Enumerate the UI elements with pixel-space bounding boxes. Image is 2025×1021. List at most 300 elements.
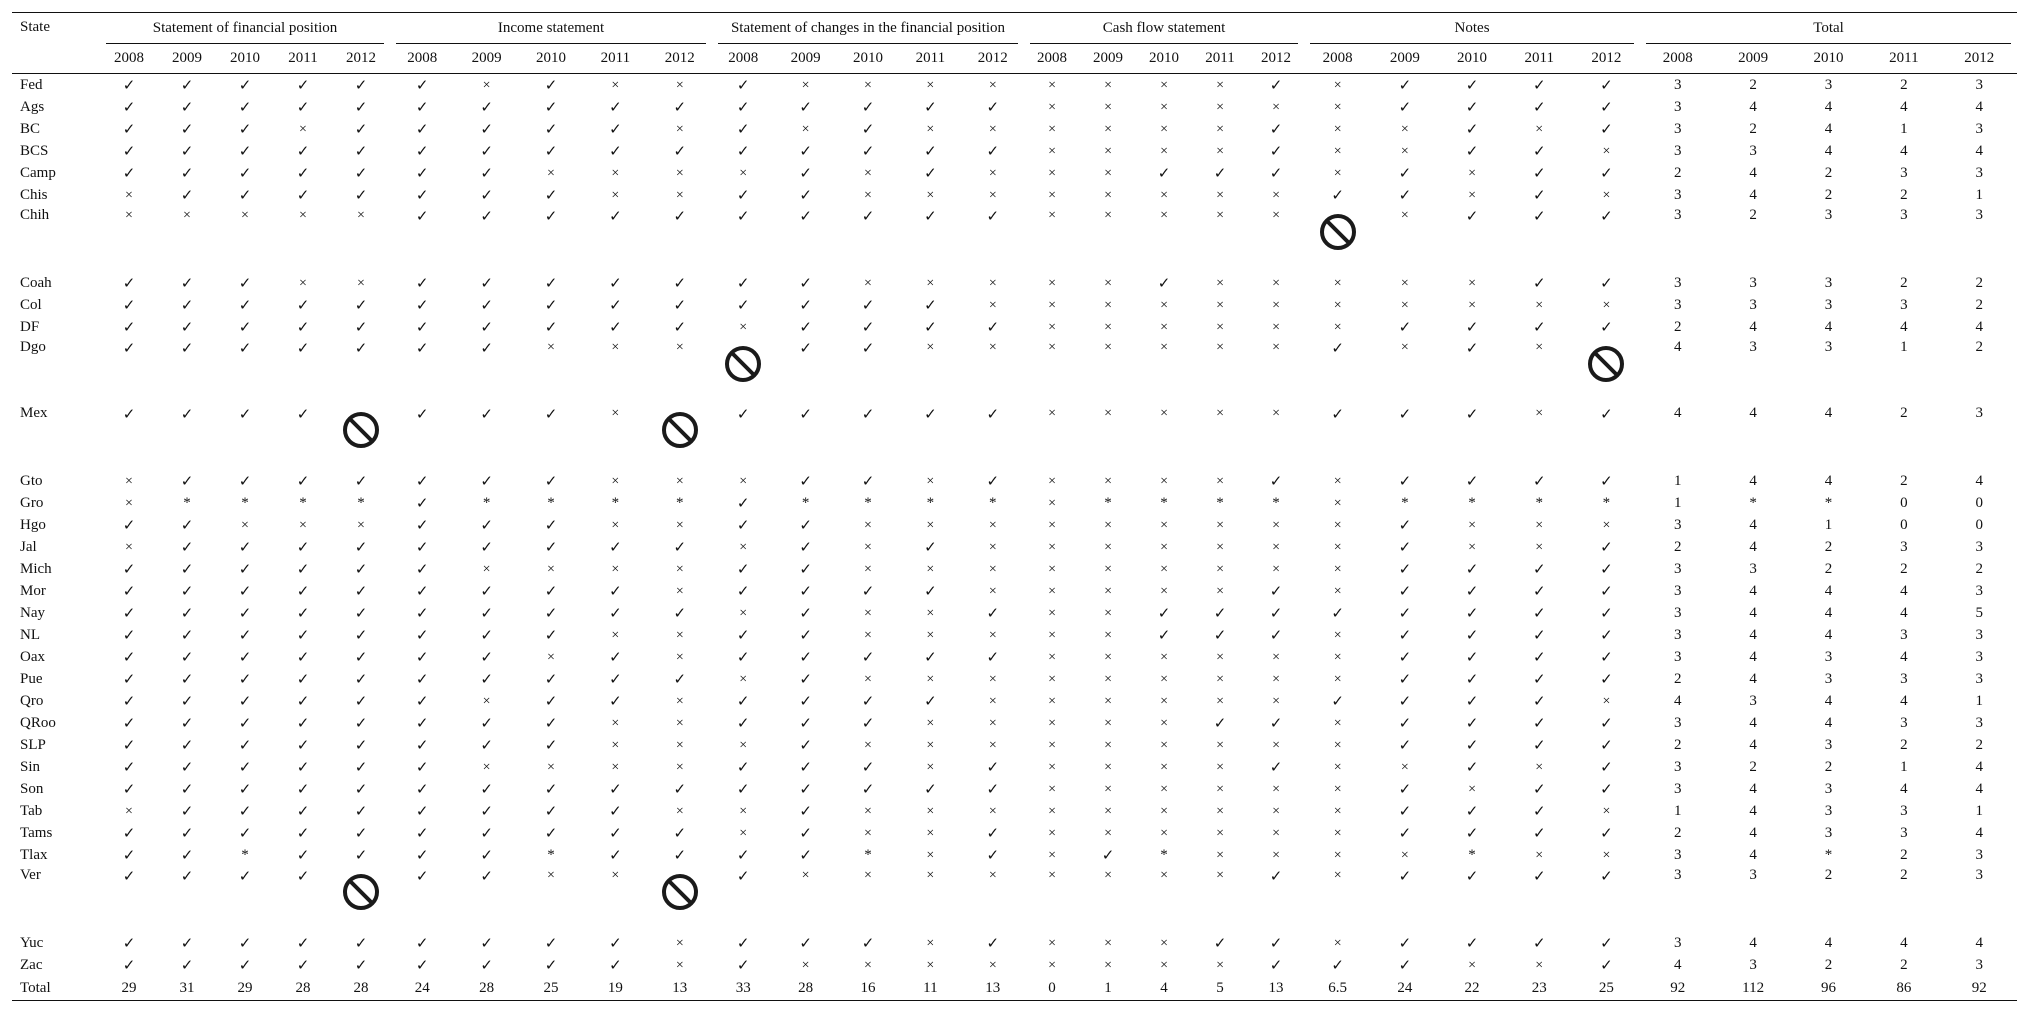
indicator-cell — [1371, 316, 1438, 338]
check-mark: ✓ — [1600, 759, 1613, 776]
state-name-cell: Yuc — [20, 934, 44, 951]
indicator-cell — [332, 822, 390, 844]
check-mark: ✓ — [122, 935, 136, 952]
indicator-cell — [100, 712, 158, 734]
cross-mark: × — [864, 957, 872, 973]
indicator-cell — [454, 932, 518, 954]
total-score-cell: 4 — [1900, 780, 1908, 797]
indicator-cell — [1371, 734, 1438, 756]
indicator-cell — [454, 338, 518, 404]
indicator-cell — [1080, 690, 1136, 712]
indicator-cell — [332, 646, 390, 668]
cross-mark: × — [1216, 340, 1224, 355]
check-mark: ✓ — [924, 583, 937, 600]
total-value-cell: 16 — [837, 976, 899, 1001]
total-score-cell: 2 — [1900, 867, 1908, 883]
check-mark: ✓ — [354, 165, 368, 182]
asterisk-mark: * — [926, 494, 935, 511]
cross-mark: × — [739, 539, 748, 555]
indicator-cell — [899, 184, 961, 206]
check-mark: ✓ — [180, 539, 194, 556]
total-score-cell: 3 — [1975, 846, 1984, 863]
cross-mark: × — [611, 517, 620, 533]
check-mark: ✓ — [986, 759, 1000, 776]
check-mark: ✓ — [924, 693, 937, 710]
indicator-cell — [648, 668, 712, 690]
check-mark: ✓ — [986, 847, 1000, 864]
check-mark: ✓ — [480, 605, 493, 622]
check-mark: ✓ — [415, 539, 429, 556]
total-score-cell: 2 — [1824, 186, 1833, 203]
indicator-cell — [837, 778, 899, 800]
check-mark: ✓ — [799, 297, 812, 314]
cross-mark: × — [1216, 517, 1224, 533]
indicator-cell — [158, 272, 216, 294]
check-mark: ✓ — [180, 671, 194, 688]
indicator-cell — [1304, 558, 1371, 580]
check-mark: ✓ — [415, 825, 429, 842]
table-row — [12, 140, 2017, 162]
check-mark: ✓ — [609, 583, 622, 600]
check-mark: ✓ — [1398, 319, 1412, 336]
cross-mark: × — [1272, 340, 1280, 355]
check-mark: ✓ — [238, 473, 252, 490]
check-mark: ✓ — [1465, 605, 1479, 622]
total-score-cell: 3 — [1975, 626, 1984, 643]
check-mark: ✓ — [122, 319, 136, 336]
indicator-cell — [962, 602, 1024, 624]
cross-mark: × — [1333, 803, 1342, 819]
indicator-cell — [648, 404, 712, 470]
indicator-cell — [1024, 800, 1080, 822]
check-mark: ✓ — [736, 781, 750, 798]
cross-mark: × — [926, 627, 935, 643]
indicator-cell — [100, 514, 158, 536]
indicator-cell — [1304, 624, 1371, 646]
indicator-cell — [648, 932, 712, 954]
indicator-cell — [837, 602, 899, 624]
check-mark: ✓ — [736, 583, 750, 600]
indicator-cell — [712, 954, 774, 976]
check-mark: ✓ — [1398, 187, 1412, 204]
cross-mark: × — [1160, 406, 1168, 421]
group-header-total: Total — [1640, 13, 2017, 44]
indicator-cell — [583, 470, 647, 492]
indicator-cell — [1024, 140, 1080, 162]
cross-mark: × — [1160, 868, 1168, 883]
cross-mark: × — [547, 868, 555, 883]
state-name-cell: NL — [20, 626, 40, 643]
indicator-cell — [216, 932, 274, 954]
total-score-cell: 3 — [1975, 670, 1984, 687]
indicator-cell — [583, 756, 647, 778]
indicator-cell — [648, 294, 712, 316]
indicator-cell — [774, 712, 836, 734]
cross-mark: × — [183, 208, 191, 223]
check-mark: ✓ — [1398, 99, 1412, 116]
check-mark: ✓ — [480, 407, 493, 423]
indicator-cell — [1192, 954, 1248, 976]
indicator-cell — [216, 470, 274, 492]
check-mark: ✓ — [296, 99, 310, 116]
cross-mark: × — [1535, 340, 1544, 355]
cross-mark: × — [1048, 77, 1056, 93]
indicator-cell — [1192, 778, 1248, 800]
indicator-cell — [583, 800, 647, 822]
total-value-cell: 13 — [962, 976, 1024, 1001]
cross-mark: × — [1048, 340, 1056, 355]
indicator-cell — [648, 580, 712, 602]
indicator-cell — [1371, 272, 1438, 294]
check-mark: ✓ — [1398, 693, 1412, 710]
indicator-cell — [774, 140, 836, 162]
indicator-cell — [899, 668, 961, 690]
indicator-cell — [332, 206, 390, 272]
indicator-cell — [1573, 602, 1640, 624]
indicator-cell — [1438, 558, 1505, 580]
indicator-cell — [962, 96, 1024, 118]
check-mark: ✓ — [861, 583, 875, 600]
cross-mark: × — [1104, 77, 1112, 93]
check-mark: ✓ — [296, 957, 310, 974]
check-mark: ✓ — [354, 935, 368, 952]
indicator-cell — [274, 668, 332, 690]
indicator-cell — [519, 602, 583, 624]
check-mark: ✓ — [480, 935, 493, 952]
state-column-header: State — [20, 19, 50, 35]
check-mark: ✓ — [180, 847, 194, 864]
check-mark: ✓ — [415, 935, 429, 952]
check-mark: ✓ — [415, 803, 429, 820]
indicator-cell — [216, 272, 274, 294]
total-score-cell: 3 — [1673, 207, 1682, 223]
cross-mark: × — [1104, 781, 1112, 797]
check-mark: ✓ — [1532, 671, 1546, 688]
total-value-cell: 25 — [1573, 976, 1640, 1001]
indicator-cell — [519, 514, 583, 536]
indicator-cell — [274, 536, 332, 558]
check-mark: ✓ — [736, 407, 750, 423]
check-mark: ✓ — [924, 99, 937, 116]
asterisk-mark: * — [1749, 494, 1757, 511]
indicator-cell — [1304, 646, 1371, 668]
indicator-cell — [899, 294, 961, 316]
check-mark: ✓ — [480, 473, 493, 490]
indicator-cell — [1506, 866, 1573, 932]
cross-mark: × — [1048, 693, 1056, 709]
indicator-cell — [1506, 470, 1573, 492]
indicator-cell — [648, 536, 712, 558]
cross-mark: × — [1160, 561, 1168, 577]
indicator-cell — [1024, 866, 1080, 932]
check-mark: ✓ — [736, 99, 750, 116]
indicator-cell — [1573, 162, 1640, 184]
cross-mark: × — [1535, 847, 1544, 863]
state-name-cell: Col — [20, 296, 42, 313]
total-score-cell: 3 — [1749, 142, 1757, 159]
indicator-cell — [100, 668, 158, 690]
state-name-cell: Tlax — [20, 846, 48, 863]
table-row — [12, 96, 2017, 118]
indicator-cell — [962, 624, 1024, 646]
check-mark: ✓ — [544, 627, 558, 644]
total-score-cell: 3 — [1824, 780, 1833, 797]
check-mark: ✓ — [1532, 715, 1546, 732]
indicator-cell — [1192, 800, 1248, 822]
check-mark: ✓ — [480, 737, 493, 754]
check-mark: ✓ — [1398, 869, 1412, 885]
indicator-cell — [274, 580, 332, 602]
prohibited-icon — [1319, 213, 1357, 251]
indicator-cell — [332, 162, 390, 184]
check-mark: ✓ — [296, 803, 310, 820]
check-mark: ✓ — [1465, 627, 1479, 644]
cross-mark: × — [1160, 143, 1168, 159]
indicator-cell — [899, 954, 961, 976]
check-mark: ✓ — [180, 605, 194, 622]
indicator-cell — [712, 184, 774, 206]
total-score-cell: 3 — [1673, 626, 1682, 643]
check-mark: ✓ — [480, 143, 493, 160]
total-score-cell: 2 — [1824, 758, 1833, 775]
check-mark: ✓ — [1398, 627, 1412, 644]
total-score-cell: 2 — [1824, 867, 1833, 883]
indicator-cell — [216, 778, 274, 800]
indicator-cell — [962, 140, 1024, 162]
indicator-cell — [962, 778, 1024, 800]
indicator-cell — [648, 492, 712, 514]
state-name-cell: Gto — [20, 472, 43, 489]
indicator-cell — [1573, 668, 1640, 690]
indicator-cell — [1192, 580, 1248, 602]
indicator-cell — [837, 536, 899, 558]
cross-mark: × — [675, 737, 684, 753]
indicator-cell — [274, 602, 332, 624]
total-value-cell: 22 — [1438, 976, 1505, 1001]
total-score-cell: 3 — [1673, 714, 1682, 731]
check-mark: ✓ — [480, 671, 493, 688]
cross-mark: × — [1160, 121, 1168, 137]
indicator-cell — [1573, 404, 1640, 470]
total-score-cell: 3 — [1749, 867, 1757, 883]
total-score-cell: 3 — [1975, 582, 1984, 599]
indicator-cell — [100, 778, 158, 800]
indicator-cell — [648, 866, 712, 932]
indicator-cell — [390, 272, 454, 294]
state-name-cell: Son — [20, 780, 44, 797]
indicator-cell — [1573, 294, 1640, 316]
check-mark: ✓ — [544, 737, 558, 754]
indicator-cell — [100, 272, 158, 294]
total-score-cell: 3 — [1673, 648, 1682, 665]
check-mark: ✓ — [238, 671, 252, 688]
check-mark: ✓ — [122, 517, 136, 534]
indicator-cell — [1573, 756, 1640, 778]
total-score-cell: 3 — [1749, 692, 1757, 709]
indicator-cell — [774, 294, 836, 316]
check-mark: ✓ — [924, 407, 937, 423]
cross-mark: × — [926, 605, 935, 621]
indicator-cell — [274, 954, 332, 976]
group-header-income-statement: Income statement — [390, 13, 712, 44]
indicator-cell — [583, 822, 647, 844]
indicator-cell — [454, 624, 518, 646]
indicator-cell — [1506, 932, 1573, 954]
indicator-cell — [899, 800, 961, 822]
total-score-cell: 3 — [1673, 846, 1682, 863]
indicator-cell — [712, 294, 774, 316]
total-score-cell: 0 — [1900, 494, 1908, 511]
cross-mark: × — [1333, 583, 1342, 599]
check-mark: ✓ — [799, 209, 812, 225]
check-mark: ✓ — [1465, 693, 1479, 710]
indicator-cell — [216, 338, 274, 404]
indicator-cell — [1024, 514, 1080, 536]
check-mark: ✓ — [1331, 187, 1344, 204]
indicator-cell — [1304, 74, 1371, 97]
check-mark: ✓ — [238, 957, 252, 974]
total-score-cell: 4 — [1900, 582, 1908, 599]
indicator-cell — [1304, 866, 1371, 932]
cross-mark: × — [1272, 825, 1280, 841]
check-mark: ✓ — [924, 649, 937, 666]
check-mark: ✓ — [180, 715, 194, 732]
check-mark: ✓ — [238, 803, 252, 820]
indicator-cell — [1304, 294, 1371, 316]
cross-mark: × — [547, 649, 555, 665]
check-mark: ✓ — [1600, 649, 1613, 666]
check-mark: ✓ — [122, 759, 136, 776]
state-name-cell: BCS — [20, 142, 49, 159]
indicator-cell — [1024, 712, 1080, 734]
cross-mark: × — [1333, 935, 1342, 951]
total-value-cell: 29 — [216, 976, 274, 1001]
indicator-cell — [332, 492, 390, 514]
total-score-cell: 3 — [1975, 164, 1984, 181]
total-score-cell: 4 — [1975, 318, 1984, 335]
cross-mark: × — [1160, 759, 1168, 775]
indicator-cell — [712, 844, 774, 866]
check-mark: ✓ — [1398, 517, 1412, 534]
check-mark: ✓ — [799, 803, 812, 820]
cross-mark: × — [1216, 781, 1224, 797]
year-header: 2008 — [1322, 49, 1353, 66]
indicator-cell — [774, 602, 836, 624]
indicator-cell — [332, 580, 390, 602]
asterisk-mark: * — [1824, 846, 1833, 863]
total-score-cell: 4 — [1749, 824, 1757, 841]
check-mark: ✓ — [296, 319, 310, 336]
indicator-cell — [1248, 536, 1304, 558]
prohibited-icon — [661, 873, 699, 911]
cross-mark: × — [1216, 539, 1224, 555]
cross-mark: × — [1272, 517, 1280, 533]
check-mark: ✓ — [122, 649, 136, 666]
check-mark: ✓ — [544, 77, 558, 94]
total-score-cell: 3 — [1824, 736, 1833, 753]
cross-mark: × — [864, 539, 872, 555]
indicator-cell — [962, 558, 1024, 580]
table-row — [12, 492, 2017, 514]
indicator-cell — [1248, 514, 1304, 536]
cross-mark: × — [926, 935, 935, 951]
asterisk-mark: * — [1602, 494, 1611, 511]
check-mark: ✓ — [415, 187, 429, 204]
total-score-cell: 4 — [1673, 405, 1682, 421]
indicator-cell — [1136, 492, 1192, 514]
check-mark: ✓ — [736, 759, 750, 776]
total-score-cell: 3 — [1673, 120, 1682, 137]
indicator-cell — [1024, 558, 1080, 580]
indicator-cell — [1573, 96, 1640, 118]
indicator-cell — [1371, 74, 1438, 97]
state-name-cell: DF — [20, 318, 40, 335]
check-mark: ✓ — [673, 209, 687, 225]
indicator-cell — [100, 646, 158, 668]
cross-mark: × — [1104, 957, 1112, 973]
total-score-cell: 4 — [1673, 692, 1682, 709]
check-mark: ✓ — [799, 143, 812, 160]
indicator-cell — [274, 932, 332, 954]
indicator-cell — [1136, 580, 1192, 602]
check-mark: ✓ — [354, 187, 368, 204]
check-mark: ✓ — [861, 341, 875, 357]
check-mark: ✓ — [1331, 693, 1344, 710]
check-mark: ✓ — [122, 99, 136, 116]
cross-mark: × — [739, 473, 748, 489]
indicator-cell — [1506, 74, 1573, 97]
indicator-cell — [1192, 118, 1248, 140]
cross-mark: × — [125, 187, 133, 203]
check-mark: ✓ — [799, 165, 812, 182]
indicator-cell — [1573, 492, 1640, 514]
indicator-cell — [390, 470, 454, 492]
indicator-cell — [332, 272, 390, 294]
indicator-cell — [1438, 404, 1505, 470]
indicator-cell — [1248, 712, 1304, 734]
indicator-cell — [390, 954, 454, 976]
check-mark: ✓ — [1269, 143, 1283, 160]
indicator-cell — [1371, 602, 1438, 624]
check-mark: ✓ — [1465, 803, 1479, 820]
cross-mark: × — [241, 208, 249, 223]
cross-mark: × — [1104, 275, 1112, 291]
total-score-cell: 3 — [1673, 296, 1682, 313]
year-header: 2010 — [230, 49, 260, 66]
indicator-cell — [837, 712, 899, 734]
cross-mark: × — [611, 473, 620, 489]
indicator-cell — [1506, 822, 1573, 844]
check-mark: ✓ — [415, 495, 429, 512]
indicator-cell — [158, 932, 216, 954]
total-score-cell: 3 — [1900, 802, 1908, 819]
indicator-cell — [899, 778, 961, 800]
indicator-cell — [1248, 272, 1304, 294]
indicator-cell — [1248, 74, 1304, 97]
indicator-cell — [1438, 272, 1505, 294]
indicator-cell — [332, 756, 390, 778]
year-header: 2011 — [288, 49, 318, 66]
indicator-cell — [390, 558, 454, 580]
indicator-cell — [1080, 316, 1136, 338]
check-mark: ✓ — [673, 825, 687, 842]
total-score-cell: 1 — [1975, 802, 1984, 819]
year-header: 2008 — [407, 49, 438, 66]
total-score-cell: 1 — [1900, 339, 1908, 355]
indicator-cell — [1192, 184, 1248, 206]
cross-mark: × — [1160, 517, 1168, 533]
cross-mark: × — [801, 121, 810, 137]
